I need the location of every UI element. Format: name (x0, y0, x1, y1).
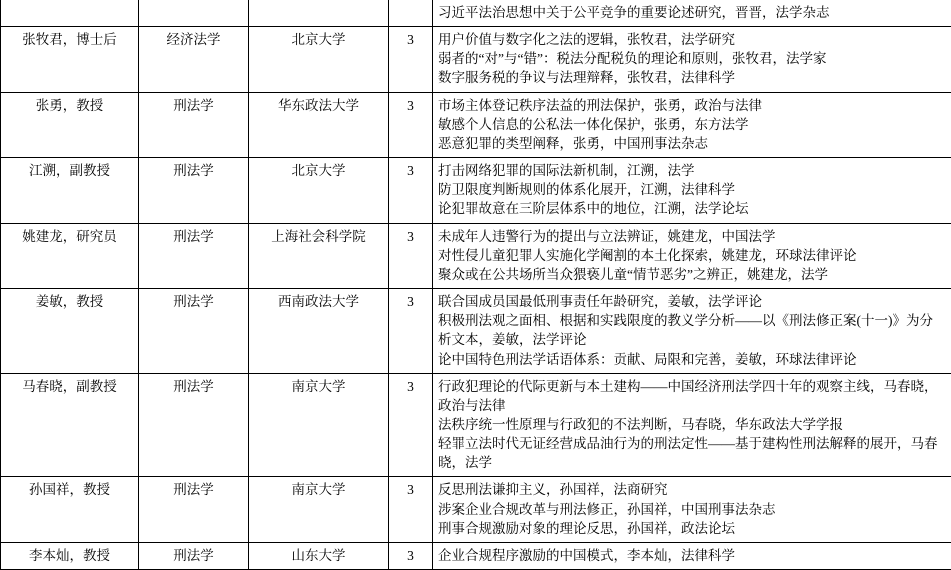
cell-discipline: 刑法学 (139, 542, 249, 569)
work-item: 轻罪立法时代无证经营成品油行为的刑法定性——基于建构性刑法解释的展开，马春晓，法学 (438, 434, 946, 472)
cell-count: 3 (389, 92, 433, 157)
cell-name: 姜敏，教授 (1, 289, 139, 374)
cell-count: 3 (389, 289, 433, 374)
cell-discipline: 刑法学 (139, 373, 249, 477)
cell-works (433, 27, 951, 92)
work-item: 法秩序统一性原理与行政犯的不法判断，马春晓，华东政法大学学报 (438, 415, 946, 434)
cell-name: 张牧君，博士后 (1, 27, 139, 92)
table-body (1, 0, 951, 570)
cell-count: 3 (389, 477, 433, 542)
work-item: 聚众或在公共场所当众猥亵儿童“情节恶劣”之辨正，姚建龙，法学 (438, 265, 946, 284)
cell-name (1, 0, 139, 27)
cell-count: 3 (389, 223, 433, 288)
cell-discipline: 刑法学 (139, 477, 249, 542)
cell-count: 3 (389, 542, 433, 569)
work-item: 恶意犯罪的类型阐释，张勇，中国刑事法杂志 (438, 134, 946, 153)
table-row (1, 223, 951, 288)
table-row (1, 542, 951, 569)
work-item: 市场主体登记秩序法益的刑法保护，张勇，政治与法律 (438, 96, 946, 115)
cell-count: 3 (389, 27, 433, 92)
cell-count (389, 0, 433, 27)
work-item: 敏感个人信息的公私法一体化保护，张勇，东方法学 (438, 115, 946, 134)
cell-discipline: 刑法学 (139, 289, 249, 374)
table-row (1, 27, 951, 92)
cell-name: 江溯，副教授 (1, 158, 139, 223)
cell-organization: 南京大学 (249, 477, 389, 542)
work-item: 未成年人违警行为的提出与立法辨证，姚建龙，中国法学 (438, 227, 946, 246)
table-row (1, 0, 951, 27)
work-item: 用户价值与数字化之法的逻辑，张牧君，法学研究 (438, 30, 946, 49)
table-row (1, 158, 951, 223)
cell-organization: 上海社会科学院 (249, 223, 389, 288)
cell-organization: 南京大学 (249, 373, 389, 477)
cell-organization: 华东政法大学 (249, 92, 389, 157)
work-item: 论犯罪故意在三阶层体系中的地位，江溯，法学论坛 (438, 199, 946, 218)
work-item: 积极刑法观之面相、根据和实践限度的教义学分析——以《刑法修正案(十一)》为分析文本，姜敏，法学评论 (438, 311, 946, 349)
work-item: 习近平法治思想中关于公平竞争的重要论述研究，晋晋，法学杂志 (438, 3, 946, 22)
table-row (1, 92, 951, 157)
table-row (1, 477, 951, 542)
cell-works (433, 0, 951, 27)
cell-name: 马春晓，副教授 (1, 373, 139, 477)
work-item: 联合国成员国最低刑事责任年龄研究，姜敏，法学评论 (438, 292, 946, 311)
table-row (1, 289, 951, 374)
work-item: 对性侵儿童犯罪人实施化学阉割的本土化探索，姚建龙，环球法律评论 (438, 246, 946, 265)
cell-discipline: 刑法学 (139, 223, 249, 288)
work-item: 打击网络犯罪的国际法新机制，江溯，法学 (438, 161, 946, 180)
work-item: 论中国特色刑法学话语体系：贡献、局限和完善，姜敏，环球法律评论 (438, 350, 946, 369)
cell-works (433, 373, 951, 477)
cell-organization: 西南政法大学 (249, 289, 389, 374)
cell-works (433, 542, 951, 569)
cell-organization (249, 0, 389, 27)
cell-count: 3 (389, 158, 433, 223)
cell-count: 3 (389, 373, 433, 477)
cell-works (433, 289, 951, 374)
cell-discipline (139, 0, 249, 27)
cell-works (433, 223, 951, 288)
cell-name: 张勇，教授 (1, 92, 139, 157)
cell-organization: 北京大学 (249, 27, 389, 92)
cell-works (433, 477, 951, 542)
cell-name: 李本灿，教授 (1, 542, 139, 569)
cell-discipline: 刑法学 (139, 158, 249, 223)
cell-name: 孙国祥，教授 (1, 477, 139, 542)
cell-organization: 山东大学 (249, 542, 389, 569)
work-item: 防卫限度判断规则的体系化展开，江溯，法律科学 (438, 180, 946, 199)
cell-works (433, 158, 951, 223)
work-item: 刑事合规激励对象的理论反思，孙国祥，政法论坛 (438, 519, 946, 538)
cell-discipline: 经济法学 (139, 27, 249, 92)
table-row (1, 373, 951, 477)
work-item: 反思刑法谦抑主义，孙国祥，法商研究 (438, 480, 946, 499)
work-item: 数字服务税的争议与法理辩释，张牧君，法律科学 (438, 68, 946, 87)
work-item: 弱者的“对”与“错”：税法分配税负的理论和原则，张牧君，法学家 (438, 49, 946, 68)
work-item: 企业合规程序激励的中国模式，李本灿，法律科学 (438, 546, 946, 565)
work-item: 涉案企业合规改革与刑法修正，孙国祥，中国刑事法杂志 (438, 500, 946, 519)
work-item: 行政犯理论的代际更新与本土建构——中国经济刑法学四十年的观察主线，马春晓，政治与法律 (438, 377, 946, 415)
cell-discipline: 刑法学 (139, 92, 249, 157)
cell-organization: 北京大学 (249, 158, 389, 223)
cell-name: 姚建龙，研究员 (1, 223, 139, 288)
cell-works (433, 92, 951, 157)
